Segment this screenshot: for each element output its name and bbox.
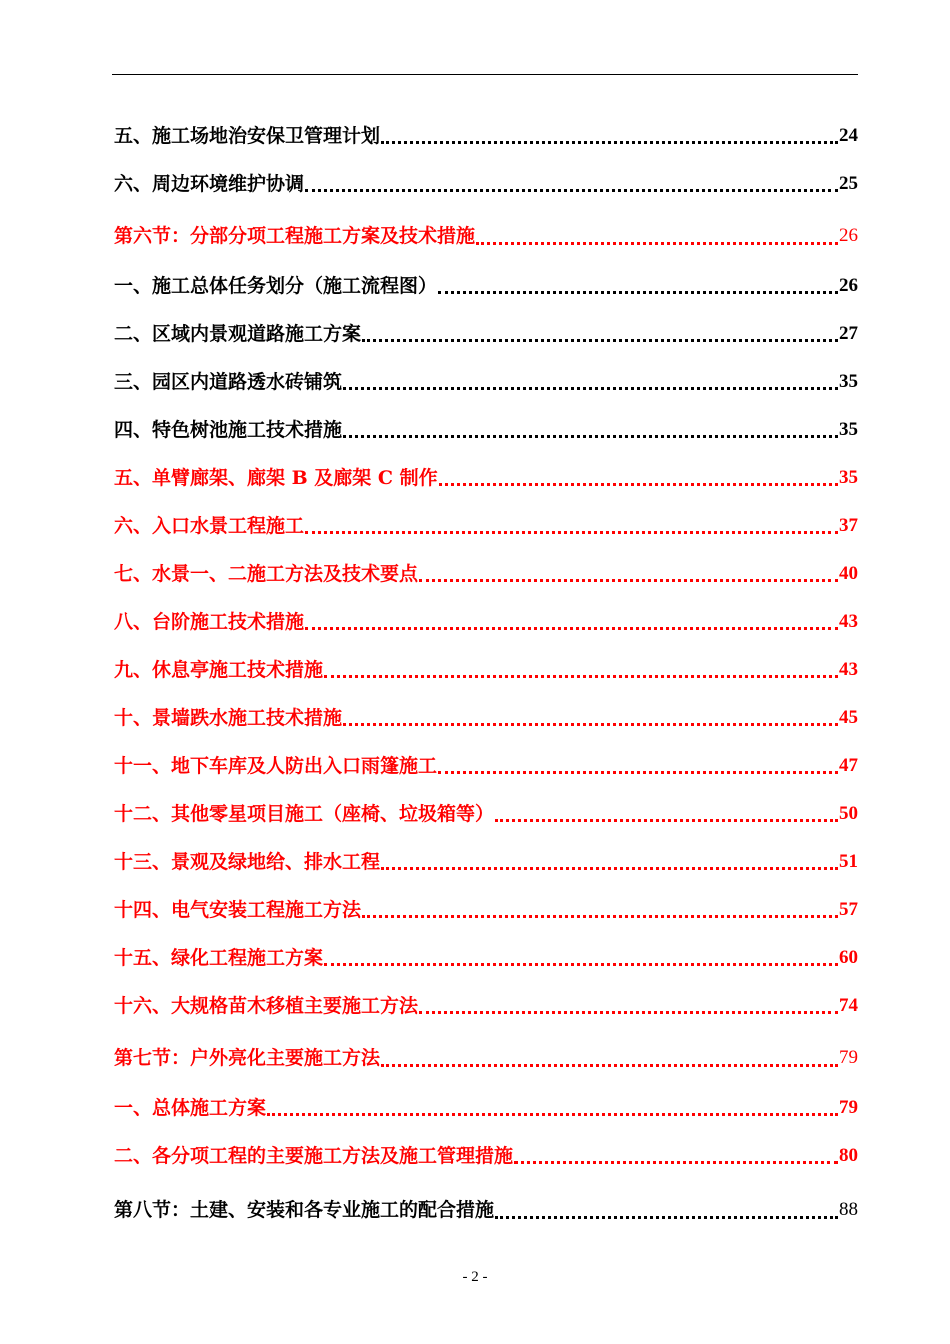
toc-entry-page: 47	[839, 755, 858, 776]
toc-entry[interactable]	[114, 1096, 858, 1120]
toc-dot-leader	[343, 387, 838, 390]
toc-dot-leader	[324, 963, 838, 966]
toc-dot-leader	[305, 627, 838, 630]
toc-dot-leader	[362, 915, 838, 918]
toc-dot-leader	[362, 339, 838, 342]
toc-entry-page: 80	[839, 1145, 858, 1166]
toc-entry-title: 十三、景观及绿地给、排水工程	[114, 851, 381, 873]
toc-entry[interactable]	[114, 418, 858, 442]
toc-entry-page: 51	[839, 851, 858, 872]
toc-entry-title: 六、周边环境维护协调	[114, 173, 305, 195]
toc-entry[interactable]	[114, 658, 858, 682]
toc-dot-leader	[439, 483, 838, 486]
toc-dot-leader	[343, 723, 838, 726]
toc-dot-leader	[495, 1216, 838, 1219]
toc-entry-page: 50	[839, 803, 858, 824]
toc-entry-page: 26	[839, 275, 858, 296]
toc-entry-title: 二、区域内景观道路施工方案	[114, 323, 362, 345]
toc-entry[interactable]	[114, 802, 858, 826]
toc-entry[interactable]	[114, 946, 858, 970]
toc-entry[interactable]	[114, 322, 858, 346]
toc-dot-leader	[381, 867, 838, 870]
toc-section-entry[interactable]	[114, 224, 858, 248]
toc-entry-title: 第八节：土建、安装和各专业施工的配合措施	[114, 1199, 495, 1221]
toc-entry-page: 88	[839, 1199, 858, 1220]
toc-entry-page: 37	[839, 515, 858, 536]
toc-entry-title: 十一、地下车库及人防出入口雨篷施工	[114, 755, 438, 777]
toc-dot-leader	[419, 1011, 838, 1014]
toc-section-entry[interactable]	[114, 1198, 858, 1222]
toc-entry-page: 35	[839, 467, 858, 488]
toc-entry-title: 五、施工场地治安保卫管理计划	[114, 125, 381, 147]
toc-entry[interactable]	[114, 274, 858, 298]
toc-dot-leader	[305, 531, 838, 534]
toc-entry-page: 57	[839, 899, 858, 920]
toc-entry-title: 十二、其他零星项目施工（座椅、垃圾箱等）	[114, 803, 495, 825]
toc-entry-page: 60	[839, 947, 858, 968]
toc-section-entry[interactable]	[114, 1046, 858, 1070]
toc-entry-page: 35	[839, 371, 858, 392]
toc-entry[interactable]	[114, 850, 858, 874]
page-number: - 2 -	[462, 1269, 488, 1285]
toc-entry[interactable]	[114, 466, 858, 490]
toc-dot-leader	[438, 291, 838, 294]
toc-entry[interactable]	[114, 514, 858, 538]
toc-entry-page: 25	[839, 173, 858, 194]
toc-entry-title: 六、入口水景工程施工	[114, 515, 305, 537]
toc-entry-title: 第六节：分部分项工程施工方案及技术措施	[114, 225, 476, 247]
toc-entry-page: 35	[839, 419, 858, 440]
toc-entry-page: 43	[839, 611, 858, 632]
toc-entry-title: 十四、电气安装工程施工方法	[114, 899, 362, 921]
toc-entry[interactable]	[114, 370, 858, 394]
toc-entry-title: 二、各分项工程的主要施工方法及施工管理措施	[114, 1145, 514, 1167]
toc-entry-title: 四、特色树池施工技术措施	[114, 419, 343, 441]
toc-entry[interactable]	[114, 754, 858, 778]
toc-entry-page: 24	[839, 125, 858, 146]
toc-entry-title: 一、总体施工方案	[114, 1097, 267, 1119]
toc-entry-title: 十六、大规格苗木移植主要施工方法	[114, 995, 419, 1017]
toc-entry-title: 八、台阶施工技术措施	[114, 611, 305, 633]
toc-dot-leader	[514, 1161, 838, 1164]
toc-dot-leader	[495, 819, 838, 822]
toc-entry-title: 十五、绿化工程施工方案	[114, 947, 324, 969]
toc-dot-leader	[381, 1064, 838, 1067]
toc-entry-page: 79	[839, 1047, 858, 1068]
header-rule	[112, 74, 858, 75]
toc-dot-leader	[438, 771, 838, 774]
toc-entry[interactable]	[114, 124, 858, 148]
toc-entry-title: 第七节：户外亮化主要施工方法	[114, 1047, 381, 1069]
toc-entry-title: 五、单臂廊架、廊架 B 及廊架 C 制作	[114, 467, 438, 489]
toc-entry[interactable]	[114, 562, 858, 586]
toc-entry-page: 27	[839, 323, 858, 344]
toc-entry-page: 79	[839, 1097, 858, 1118]
toc-entry[interactable]	[114, 172, 858, 196]
toc-entry-page: 40	[839, 563, 858, 584]
toc-entry-title: 三、园区内道路透水砖铺筑	[114, 371, 343, 393]
toc-dot-leader	[476, 242, 838, 245]
toc-entry[interactable]	[114, 994, 858, 1018]
toc-entry-page: 43	[839, 659, 858, 680]
toc-dot-leader	[267, 1113, 838, 1116]
toc-entry-title: 十、景墙跌水施工技术措施	[114, 707, 343, 729]
toc-entry[interactable]	[114, 1144, 858, 1168]
toc-dot-leader	[305, 189, 838, 192]
toc-entry-page: 45	[839, 707, 858, 728]
toc-dot-leader	[419, 579, 838, 582]
toc-entry-page: 74	[839, 995, 858, 1016]
toc-dot-leader	[343, 435, 838, 438]
toc-dot-leader	[381, 141, 838, 144]
toc-dot-leader	[324, 675, 838, 678]
toc-entry[interactable]	[114, 706, 858, 730]
toc-entry-title: 一、施工总体任务划分（施工流程图）	[114, 275, 438, 297]
toc-entry-title: 七、水景一、二施工方法及技术要点	[114, 563, 419, 585]
toc-entry[interactable]	[114, 610, 858, 634]
toc-entry-page: 26	[839, 225, 858, 246]
toc-entry[interactable]	[114, 898, 858, 922]
toc-entry-title: 九、休息亭施工技术措施	[114, 659, 324, 681]
